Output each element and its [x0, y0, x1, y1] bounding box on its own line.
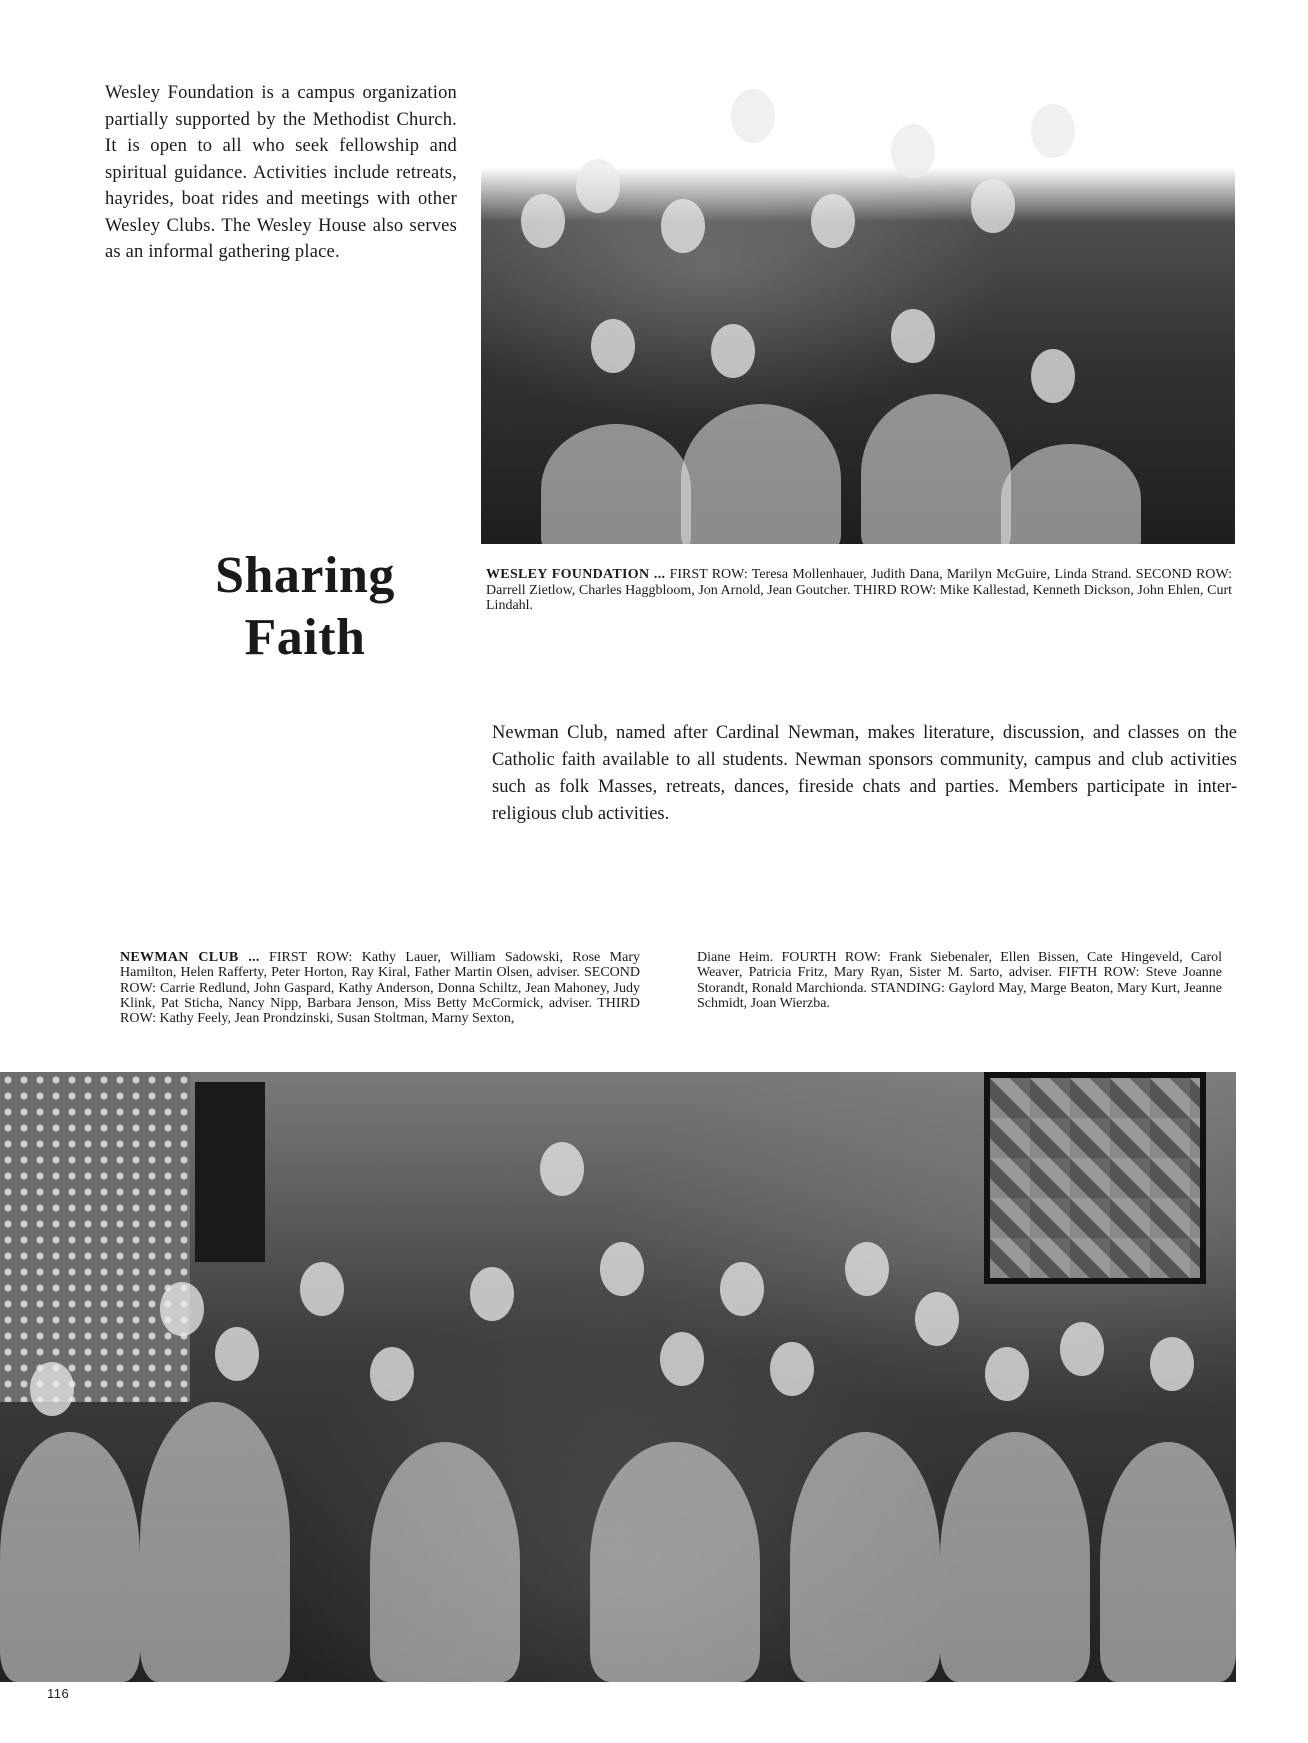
page-number: 116: [47, 1686, 70, 1701]
newman-caption-column-2: Diane Heim. FOURTH ROW: Frank Siebenaler, Ellen Bissen, Cate Hingeveld, Carol Weaver, Patricia Fritz, Mary Ryan, Sister M. Sarto, adviser. FIFTH ROW: Steve Joanne Storandt, Ronald Marchionda. STANDING: Gaylord May, Marge Beaton, Mary Kurt, Jeanne Schmidt, Joan Wierzba.: [697, 950, 1222, 1011]
page-title-line2: Faith: [244, 609, 366, 666]
newman-group-photo: [0, 1072, 1236, 1682]
wesley-intro-paragraph: Wesley Foundation is a campus organization partially supported by the Methodist Church. It is open to all who seek fellowship and spiritual guidance. Activities include retreats, hayrides, boat rides and meetings with other Wesley Clubs. The Wesley House also serves as an informal gathering place.: [105, 83, 457, 262]
page-title-line1: Sharing: [215, 547, 395, 604]
page-title: [150, 545, 460, 669]
newman-caption-column-1: [120, 950, 640, 1026]
wesley-photo-caption: [486, 567, 1232, 614]
newman-caption-names-1: FIRST ROW: Kathy Lauer, William Sadowski, Rose Mary Hamilton, Helen Rafferty, Peter Horton, Ray Kiral, Father Martin Olsen, adviser. SECOND ROW: Carrie Redlund, John Gaspard, Kathy Anderson, Donna Schiltz, Jean Mahoney, Judy Klink, Pat Sticha, Nancy Nipp, Barbara Jenson, Miss Betty McCormick, adviser. THIRD ROW: Kathy Feely, Jean Prondzinski, Susan Stoltman, Marny Sexton,: [120, 950, 640, 1027]
newman-intro-paragraph: Newman Club, named after Cardinal Newman, makes literature, discussion, and classes on the Catholic faith available to all students. Newman sponsors community, campus and club activities such as folk Masses, retreats, dances, fireside chats and parties. Members participate in inter-religious club activities.: [492, 723, 1237, 824]
wesley-group-photo: [481, 84, 1235, 544]
newman-caption-heading: NEWMAN CLUB ...: [120, 950, 260, 965]
wesley-caption-heading: WESLEY FOUNDATION ...: [486, 567, 666, 582]
wesley-caption-names: FIRST ROW: Teresa Mollenhauer, Judith Dana, Marilyn McGuire, Linda Strand. SECOND ROW: Darrell Zietlow, Charles Haggbloom, Jon Arnold, Jean Goutcher. THIRD ROW: Mike Kallestad, Kenneth Dickson, John Ehlen, Curt Lindahl.: [486, 567, 1232, 613]
